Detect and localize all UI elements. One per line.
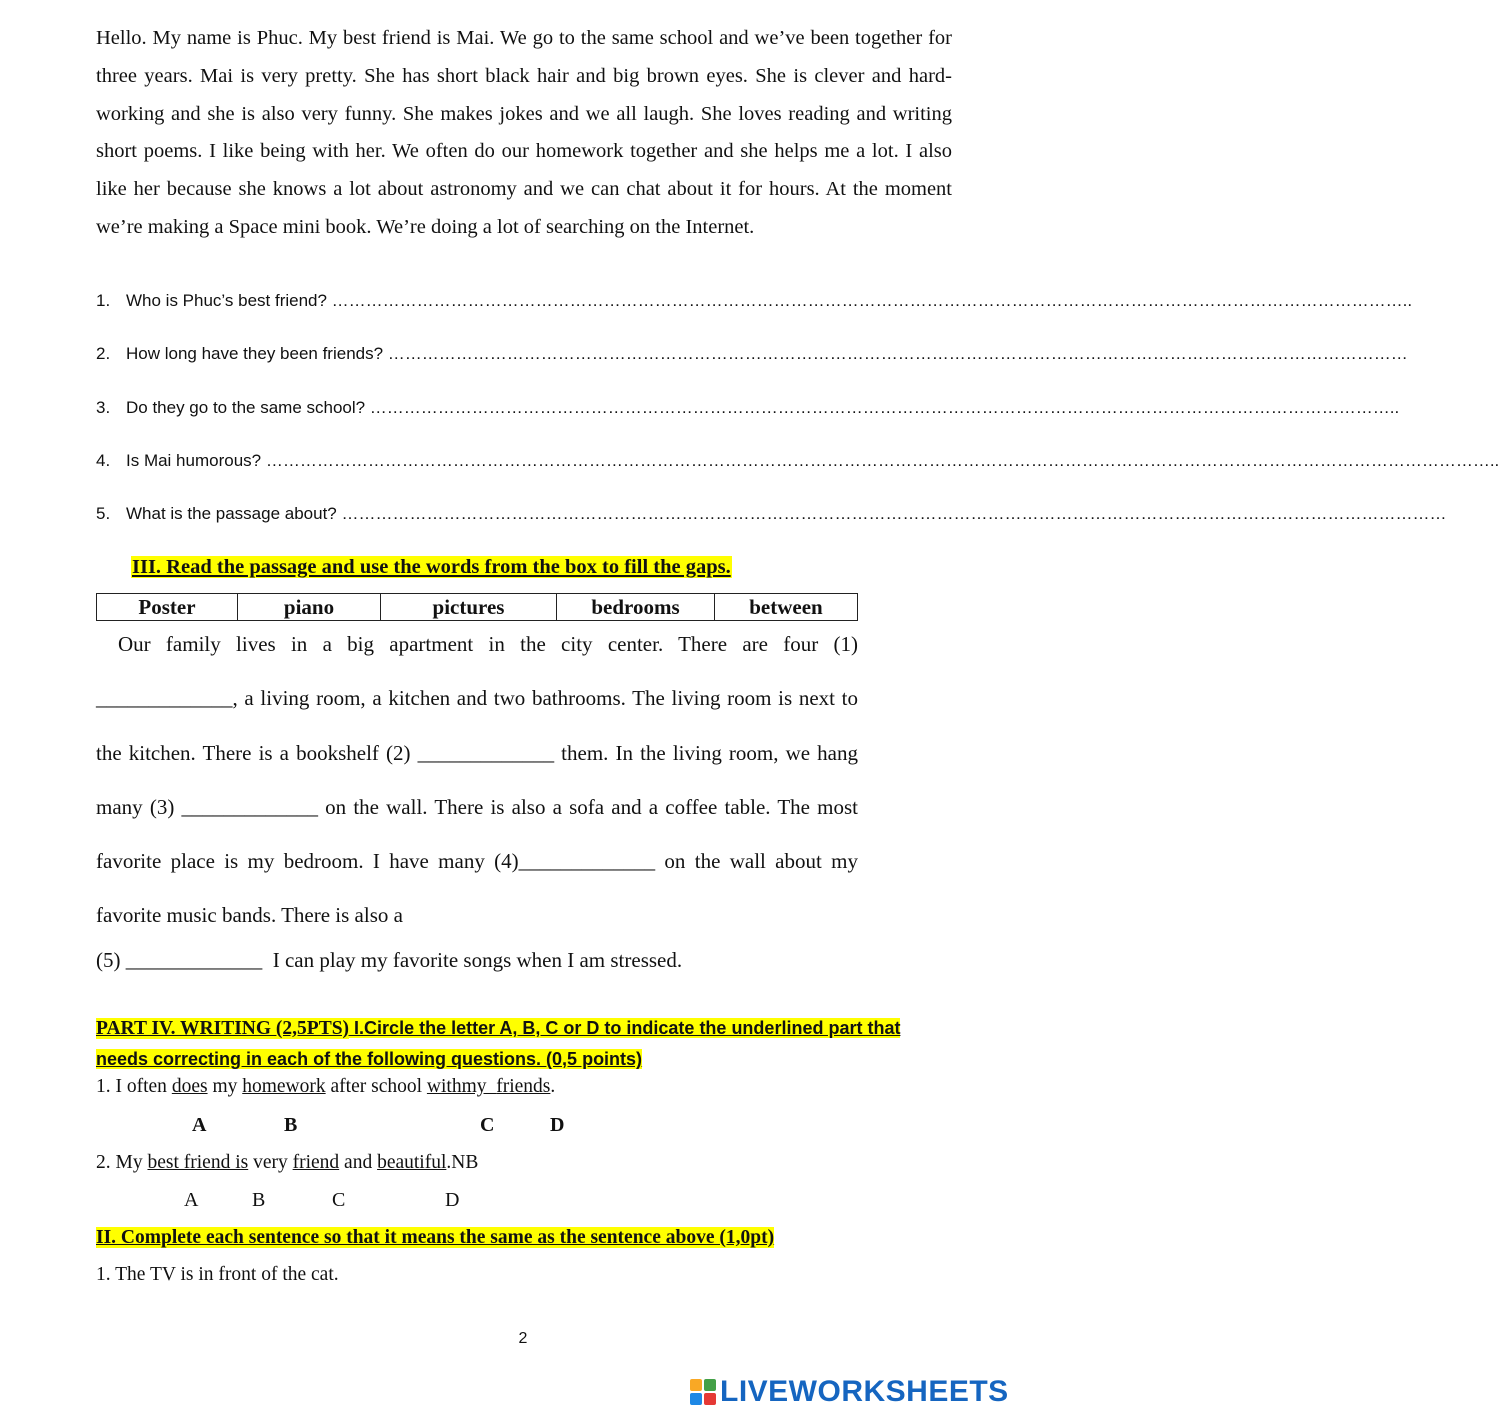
question-3 bbox=[96, 397, 1400, 419]
logo-text: LIVEWORKSHEETS bbox=[720, 1375, 1009, 1408]
logo-square-icon bbox=[704, 1393, 716, 1405]
rewrite-sentence-1: 1. The TV is in front of the cat. bbox=[96, 1264, 339, 1285]
part-4-title: PART IV. WRITING (2,5PTS) bbox=[96, 1018, 350, 1039]
q1-text bbox=[487, 1076, 497, 1097]
question-text: Do they go to the same school? ……………………………………………………………………………………………………………………………………………………………….. bbox=[126, 398, 1400, 417]
q2-option-c[interactable]: C bbox=[332, 1189, 346, 1211]
section-3-heading: III. Read the passage and use the words from the box to fill the gaps. bbox=[132, 556, 731, 578]
section-3-heading-wrap bbox=[131, 555, 732, 579]
question-1 bbox=[96, 290, 1413, 312]
q2-underlined-b: friend bbox=[292, 1152, 340, 1173]
q1-underlined-b: homework bbox=[242, 1076, 326, 1097]
word-box-cell: pictures bbox=[381, 594, 557, 621]
q1-underlined-d: friends bbox=[496, 1076, 551, 1097]
logo-square-icon bbox=[690, 1379, 702, 1391]
q1-underlined-c: withmy bbox=[426, 1076, 487, 1097]
q2-text: 2. My bbox=[96, 1152, 148, 1173]
q1-option-a[interactable]: A bbox=[192, 1114, 207, 1136]
q1-text: . bbox=[550, 1076, 556, 1097]
q2-option-d[interactable]: D bbox=[445, 1189, 460, 1211]
q1-option-b[interactable]: B bbox=[284, 1114, 298, 1136]
q2-text: .NB bbox=[446, 1152, 479, 1173]
question-2 bbox=[96, 343, 1408, 365]
fill-gap-text: Our family lives in a big apartment in the city center. There are four (1) _____________, a living room, a kitchen and two bathrooms. The living room is next to the kitchen. There is a bookshelf (2) _____________ them. In the living room, we hang many (3) _____________ on the wall. There is also a sofa and a coffee table. The most favorite place is my bedroom. I have many (4)_____________ on the wall about my favorite music bands. There is also a bbox=[96, 632, 858, 928]
question-text: What is the passage about? …………………………………………………………………………………………………………………………………………………………………………… bbox=[126, 504, 1447, 523]
error-question-1 bbox=[96, 1075, 555, 1099]
q2-option-a[interactable]: A bbox=[184, 1189, 199, 1211]
part-4-heading bbox=[96, 1013, 956, 1075]
word-box-cell: Poster bbox=[97, 594, 238, 621]
q1-text: 1. I often bbox=[96, 1076, 172, 1097]
question-text: How long have they been friends? ……………………………………………………………………………………………………………………………………………………………… bbox=[126, 344, 1408, 363]
section-2-heading-wrap bbox=[96, 1226, 774, 1250]
q2-option-b[interactable]: B bbox=[252, 1189, 266, 1211]
logo-square-icon bbox=[704, 1379, 716, 1391]
question-number: 4. bbox=[96, 451, 111, 470]
word-box-cell: bedrooms bbox=[557, 594, 715, 621]
q2-text: and bbox=[339, 1152, 378, 1173]
question-4 bbox=[96, 450, 1499, 472]
q1-text: after school bbox=[325, 1076, 427, 1097]
q2-underlined-c: beautiful bbox=[377, 1152, 447, 1173]
question-number: 1. bbox=[96, 291, 111, 310]
question-5 bbox=[96, 503, 1447, 525]
error-question-2 bbox=[96, 1151, 478, 1175]
reading-passage: Hello. My name is Phuc. My best friend is Mai. We go to the same school and we’ve been together for three years. Mai is very pretty. She has short black hair and big brown eyes. She is clever and hard-working and she is also very funny. She makes jokes and we all laugh. She loves reading and writing short poems. I like being with her. We often do our homework together and she helps me a lot. I also like her because she knows a lot about astronomy and we can chat about it for hours. At the moment we’re making a Space mini book. We’re doing a lot of searching on the Internet. bbox=[96, 27, 952, 238]
q2-text: very bbox=[248, 1152, 293, 1173]
section-2-heading: II. Complete each sentence so that it means the same as the sentence above (1,0pt) bbox=[96, 1227, 775, 1248]
question-number: 2. bbox=[96, 344, 111, 363]
page-number: 2 bbox=[518, 1330, 528, 1347]
q1-text: my bbox=[207, 1076, 243, 1097]
q1-underlined-a: does bbox=[171, 1076, 208, 1097]
q1-option-d[interactable]: D bbox=[550, 1114, 565, 1136]
liveworksheets-logo[interactable] bbox=[690, 1374, 1009, 1410]
logo-square-icon bbox=[690, 1393, 702, 1405]
fill-gap-passage bbox=[96, 617, 858, 943]
word-box-cell: piano bbox=[238, 594, 381, 621]
question-number: 5. bbox=[96, 504, 111, 523]
q1-option-c[interactable]: C bbox=[480, 1114, 495, 1136]
q2-underlined-a: best friend is bbox=[147, 1152, 249, 1173]
question-number: 3. bbox=[96, 398, 111, 417]
fill-gap-last-line: (5) _____________ I can play my favorite songs when I am stressed. bbox=[96, 948, 683, 972]
question-text: Who is Phuc’s best friend? ……………………………………………………………………………………………………………………………………………………………………….. bbox=[126, 291, 1413, 310]
word-box-cell: between bbox=[715, 594, 858, 621]
question-text: Is Mai humorous? ……………………………………………………………………………………………………………………………………………………………………………………………….. bbox=[126, 451, 1499, 470]
part-4-instruction: I.Circle the letter A, B, C or D to indicate the underlined part that needs correcting in each of the following questions. (0,5 points) bbox=[96, 1018, 901, 1069]
liveworksheets-logo-icon bbox=[690, 1379, 716, 1405]
